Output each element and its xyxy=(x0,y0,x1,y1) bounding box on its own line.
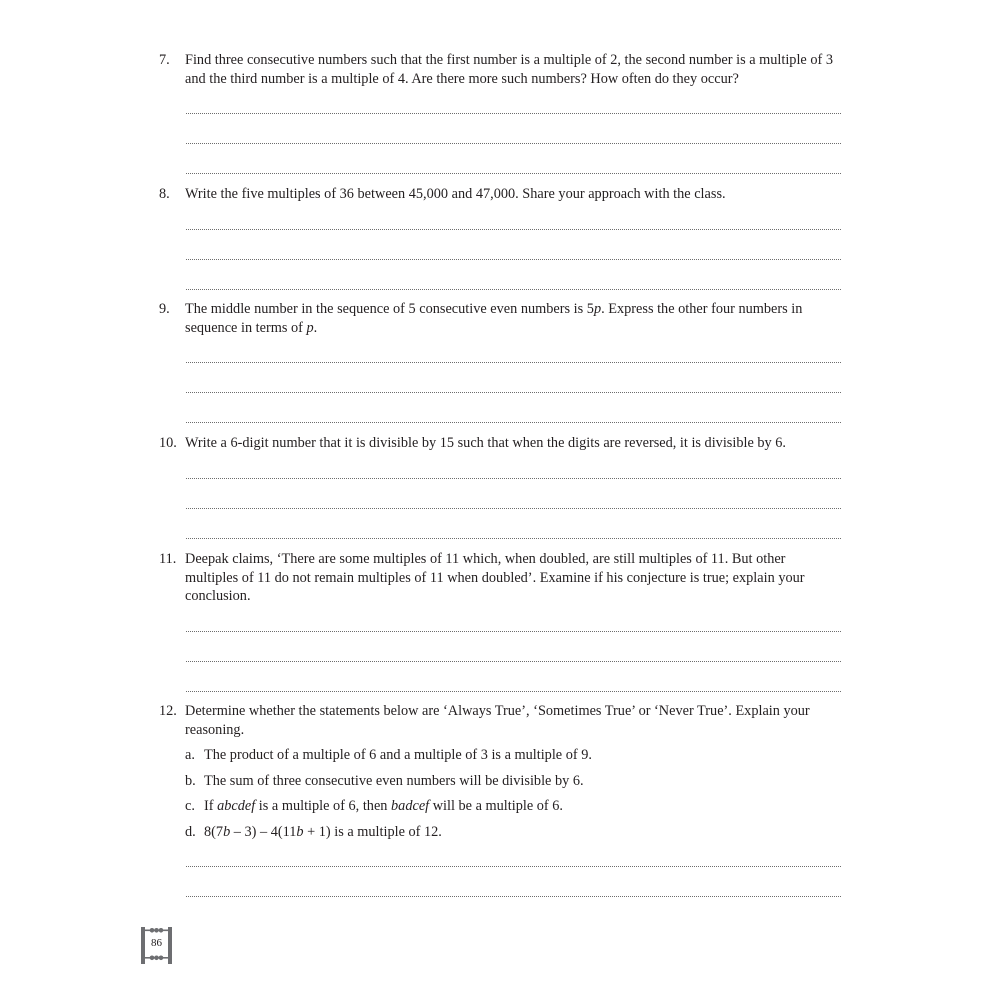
question-9-text-block xyxy=(159,300,841,337)
page-number: 86 xyxy=(151,937,162,949)
question-text: Find three consecutive numbers such that the first number is a multiple of 2, the second number is a multiple of 3 and the third number is a multiple of 4. Are there more such numbers? How often do they occur? xyxy=(185,52,833,87)
answer-line[interactable] xyxy=(186,88,841,114)
question-text-part: . xyxy=(313,319,318,336)
statement-text: The product of a multiple of 6 and a multiple of 3 is a multiple of 9. xyxy=(204,747,592,763)
question-number: 12. xyxy=(159,703,177,719)
statement-label: b. xyxy=(185,772,196,789)
answer-line[interactable] xyxy=(186,337,841,363)
page-number-badge xyxy=(140,927,173,964)
statement-label: c. xyxy=(185,798,195,814)
question-text: Deepak claims, ‘There are some multiples of 11 which, when doubled, are still multiples of 11. But other multiples of 11 do not remain multiples of 11 when doubled’. Examine if his conjecture is true; explain your conclusion. xyxy=(185,551,805,604)
statement-d xyxy=(159,823,841,842)
question-text: Write the five multiples of 36 between 45,000 and 47,000. Share your approach with the class. xyxy=(185,186,726,202)
question-text-part: . Express the other four numbers in sequence in terms of xyxy=(185,301,803,336)
answer-line[interactable] xyxy=(186,230,841,260)
question-10-text-block xyxy=(159,434,841,453)
question-number: 10. xyxy=(159,435,177,451)
question-12-text-block xyxy=(159,702,841,739)
variable-b: b xyxy=(296,823,304,840)
answer-line[interactable] xyxy=(186,453,841,479)
variable-p: p xyxy=(593,301,602,317)
question-11-text-block xyxy=(159,550,841,606)
statement-b xyxy=(159,772,841,791)
answer-line[interactable] xyxy=(186,632,841,662)
answer-line[interactable] xyxy=(186,114,841,144)
question-number: 8. xyxy=(159,186,170,202)
statement-a xyxy=(159,746,841,765)
question-text-part: The middle number in the sequence of 5 consecutive even numbers is 5 xyxy=(185,301,594,317)
question-number: 11. xyxy=(159,551,177,567)
answer-line[interactable] xyxy=(186,841,841,867)
statement-label: a. xyxy=(185,747,195,763)
question-8 xyxy=(159,185,841,290)
statement-label: d. xyxy=(185,823,196,840)
statement-list xyxy=(159,746,841,841)
question-number: 9. xyxy=(159,301,170,317)
answer-line[interactable] xyxy=(186,867,841,897)
answer-line[interactable] xyxy=(186,509,841,539)
question-9 xyxy=(159,300,841,423)
question-7 xyxy=(159,51,841,174)
variable-b: b xyxy=(223,823,231,840)
statement-text: The sum of three consecutive even numbers will be divisible by 6. xyxy=(204,772,584,789)
answer-line[interactable] xyxy=(186,393,841,423)
question-10 xyxy=(159,434,841,539)
question-7-text-block xyxy=(159,51,841,88)
question-text: Write a 6-digit number that it is divisible by 15 such that when the digits are reversed, it is divisible by 6. xyxy=(185,435,786,451)
statement-text-part: If xyxy=(204,798,218,814)
answer-line[interactable] xyxy=(186,479,841,509)
question-text: Determine whether the statements below are ‘Always True’, ‘Sometimes True’ or ‘Never True’. Explain your reasoning. xyxy=(185,703,810,738)
answer-line[interactable] xyxy=(186,363,841,393)
variable-abcdef: abcdef xyxy=(217,798,256,814)
variable-p: p xyxy=(306,319,314,336)
answer-line[interactable] xyxy=(186,144,841,174)
question-8-text-block xyxy=(159,185,841,204)
statement-text-part: is a multiple of 6, then xyxy=(255,798,392,814)
answer-line[interactable] xyxy=(186,260,841,290)
variable-badcef: badcef xyxy=(391,798,430,814)
statement-text-part: + 1) is a multiple of 12. xyxy=(303,823,442,840)
answer-line[interactable] xyxy=(186,662,841,692)
statement-text-part: will be a multiple of 6. xyxy=(429,798,563,814)
question-number: 7. xyxy=(159,52,170,68)
statement-c xyxy=(159,797,841,816)
answer-line[interactable] xyxy=(186,606,841,632)
statement-text-part: 8(7 xyxy=(204,823,224,840)
statement-text-part: – 3) – 4(11 xyxy=(230,823,297,840)
question-11 xyxy=(159,550,841,692)
question-12 xyxy=(159,702,841,897)
answer-line[interactable] xyxy=(186,204,841,230)
